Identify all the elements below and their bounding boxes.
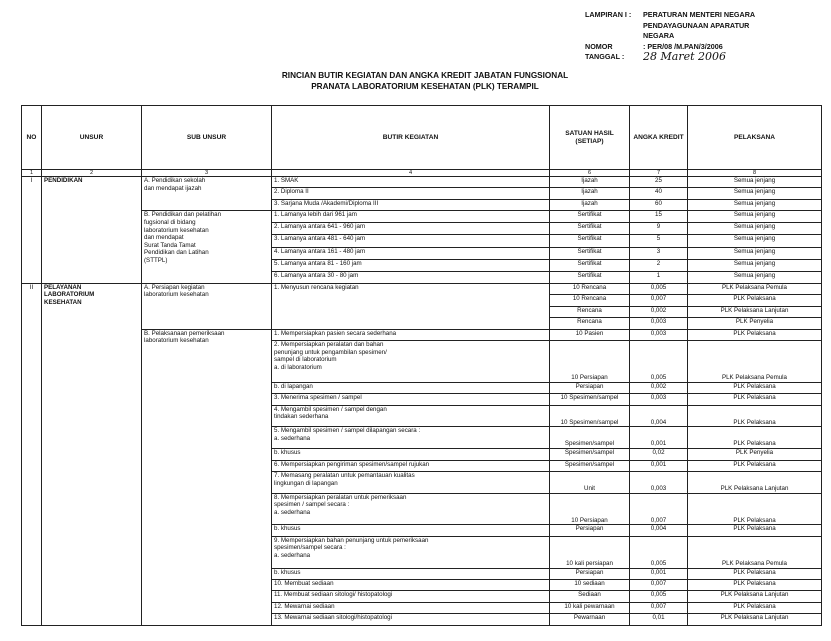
- butir-cell: b. di lapangan: [272, 382, 550, 393]
- butir-cell: 1. SMAK: [272, 177, 550, 188]
- butir-cell: 12. Mewarnai sediaan: [272, 602, 550, 613]
- nomor-label: NOMOR: [585, 41, 613, 51]
- unsur-cell: PELAYANAN LABORATORIUM KESEHATAN: [42, 283, 142, 625]
- butir-cell: 3. Lamanya antara 481 - 640 jam: [272, 235, 550, 247]
- satuan-cell: Persiapan: [550, 568, 630, 579]
- butir-cell: 4. Lamanya antara 161 - 480 jam: [272, 247, 550, 259]
- nomor-value: : PER/08 /M.PAN/3/2006: [643, 41, 723, 51]
- pelaksana-cell: Semua jenjang: [688, 199, 822, 210]
- sub-unsur-cell: A. Persiapan kegiatan laboratorium kesehatan: [142, 283, 272, 329]
- satuan-cell: Rencana: [550, 318, 630, 329]
- pelaksana-cell: PLK Pelaksana: [688, 580, 822, 591]
- pelaksana-cell: PLK Pelaksana: [688, 427, 822, 449]
- angka-cell: 1: [630, 271, 688, 283]
- satuan-cell: 10 Rencana: [550, 295, 630, 306]
- tanggal-label: TANGGAL :: [585, 52, 625, 61]
- butir-cell: 2. Lamanya antara 641 - 960 jam: [272, 223, 550, 235]
- pelaksana-cell: PLK Penyelia: [688, 318, 822, 329]
- pelaksana-cell: PLK Pelaksana Lanjutan: [688, 306, 822, 317]
- row-no: II: [22, 283, 42, 625]
- kegiatan-table: [21, 105, 822, 626]
- angka-cell: 0,001: [630, 427, 688, 449]
- butir-cell: 5. Mengambil spesimen / sampel dilapangan secara : a. sederhana: [272, 427, 550, 449]
- angka-cell: 0,02: [630, 449, 688, 460]
- pelaksana-cell: PLK Pelaksana: [688, 394, 822, 405]
- header-butir: BUTIR KEGIATAN: [272, 106, 550, 170]
- header-sub-unsur: SUB UNSUR: [142, 106, 272, 170]
- satuan-cell: 10 Persiapan: [550, 493, 630, 525]
- satuan-cell: 10 Rencana: [550, 283, 630, 294]
- satuan-cell: Sertifikat: [550, 211, 630, 223]
- pelaksana-cell: Semua jenjang: [688, 211, 822, 223]
- angka-cell: 0,003: [630, 318, 688, 329]
- satuan-cell: Sertifikat: [550, 271, 630, 283]
- tanggal-value: 28 Maret 2006: [643, 50, 726, 63]
- pelaksana-cell: PLK Pelaksana Lanjutan: [688, 471, 822, 493]
- angka-cell: 0,005: [630, 536, 688, 568]
- header-no: NO: [22, 106, 42, 170]
- butir-cell: 5. Lamanya antara 81 - 160 jam: [272, 259, 550, 271]
- col-num: 8: [688, 170, 822, 177]
- angka-cell: 0,005: [630, 591, 688, 602]
- pelaksana-cell: PLK Pelaksana: [688, 602, 822, 613]
- pelaksana-cell: PLK Pelaksana: [688, 568, 822, 579]
- pelaksana-cell: PLK Pelaksana Lanjutan: [688, 614, 822, 626]
- satuan-cell: 10 Spesimen/sampel: [550, 394, 630, 405]
- angka-cell: 0,004: [630, 405, 688, 427]
- header-row: [22, 106, 822, 170]
- pelaksana-cell: PLK Pelaksana: [688, 493, 822, 525]
- angka-cell: 2: [630, 259, 688, 271]
- angka-cell: 60: [630, 199, 688, 210]
- satuan-cell: Persiapan: [550, 382, 630, 393]
- butir-cell: 3. Sarjana Muda /Akademi/Diploma III: [272, 199, 550, 210]
- butir-cell: 10. Membuat sediaan: [272, 580, 550, 591]
- pelaksana-cell: PLK Pelaksana Pemula: [688, 341, 822, 383]
- butir-cell: 1. Mempersiapkan pasien secara sederhana: [272, 329, 550, 340]
- header-satuan: SATUAN HASIL (SETIAP): [550, 106, 630, 170]
- angka-cell: 0,007: [630, 580, 688, 591]
- butir-cell: b. khusus: [272, 449, 550, 460]
- pelaksana-cell: PLK Pelaksana Lanjutan: [688, 591, 822, 602]
- title-line-2: PRANATA LABORATORIUM KESEHATAN (PLK) TERAMPIL: [311, 82, 539, 91]
- lampiran-label: LAMPIRAN I :: [585, 10, 632, 19]
- butir-cell: 6. Lamanya antara 30 - 80 jam: [272, 271, 550, 283]
- sub-unsur-cell: B. Pendidikan dan pelatihan fugsional di bidang laboratorium kesehatan dan mendapat Surat Tanda Tamat Pendidikan dan Latihan (STTPL): [142, 211, 272, 283]
- pelaksana-cell: Semua jenjang: [688, 259, 822, 271]
- column-number-row: [22, 170, 822, 177]
- satuan-cell: 10 kali persiapan: [550, 536, 630, 568]
- angka-cell: 0,003: [630, 329, 688, 340]
- satuan-cell: Spesimen/sampel: [550, 460, 630, 471]
- satuan-cell: Ijazah: [550, 177, 630, 188]
- pelaksana-cell: PLK Pelaksana: [688, 329, 822, 340]
- butir-cell: 2. Diploma II: [272, 188, 550, 199]
- header-unsur: UNSUR: [42, 106, 142, 170]
- angka-cell: 0,01: [630, 614, 688, 626]
- butir-cell: 3. Menerima spesimen / sampel: [272, 394, 550, 405]
- table-row: [22, 329, 822, 340]
- satuan-cell: 10 Spesimen/sampel: [550, 405, 630, 427]
- pelaksana-cell: PLK Pelaksana: [688, 405, 822, 427]
- satuan-cell: Sertifikat: [550, 223, 630, 235]
- header-angka: ANGKA KREDIT: [630, 106, 688, 170]
- pelaksana-cell: PLK Pelaksana: [688, 525, 822, 536]
- butir-cell: 11. Membuat sediaan sitologi/ histopatologi: [272, 591, 550, 602]
- sub-unsur-cell: B. Pelaksanaan pemeriksaan laboratorium kesehatan: [142, 329, 272, 625]
- pelaksana-cell: PLK Pelaksana Pemula: [688, 536, 822, 568]
- angka-cell: 25: [630, 177, 688, 188]
- angka-cell: 3: [630, 247, 688, 259]
- pelaksana-cell: PLK Pelaksana: [688, 295, 822, 306]
- satuan-cell: Sertifikat: [550, 247, 630, 259]
- sub-unsur-cell: A. Pendidikan sekolah dan mendapat ijazah: [142, 177, 272, 211]
- table-row: [22, 177, 822, 188]
- angka-cell: 5: [630, 235, 688, 247]
- table-row: [22, 283, 822, 294]
- satuan-cell: Spesimen/sampel: [550, 449, 630, 460]
- butir-cell: 4. Mengambil spesimen / sampel dengan tindakan sederhana: [272, 405, 550, 427]
- butir-cell: b. khusus: [272, 568, 550, 579]
- lampiran-line: PERATURAN MENTERI NEGARA: [643, 10, 756, 19]
- pelaksana-cell: PLK Pelaksana Pemula: [688, 283, 822, 294]
- butir-cell: 1. Lamanya lebih dari 961 jam: [272, 211, 550, 223]
- satuan-cell: Spesimen/sampel: [550, 427, 630, 449]
- lampiran-line: NEGARA: [643, 31, 675, 40]
- angka-cell: 15: [630, 211, 688, 223]
- pelaksana-cell: PLK Pelaksana: [688, 460, 822, 471]
- satuan-cell: Persiapan: [550, 525, 630, 536]
- butir-cell: 9. Mempersiapkan bahan penunjang untuk pemeriksaan spesimen/sampel secara : a. sederhana: [272, 536, 550, 568]
- pelaksana-cell: Semua jenjang: [688, 188, 822, 199]
- angka-cell: 0,002: [630, 306, 688, 317]
- butir-cell: 8. Mempersiapkan peralatan untuk pemeriksaan spesimen / sampel secara : a. sederhana: [272, 493, 550, 525]
- angka-cell: 40: [630, 188, 688, 199]
- col-num: 4: [272, 170, 550, 177]
- satuan-cell: Rencana: [550, 306, 630, 317]
- satuan-cell: 10 Pasien: [550, 329, 630, 340]
- pelaksana-cell: Semua jenjang: [688, 177, 822, 188]
- document-title: [245, 70, 605, 92]
- butir-cell: 6. Mempersiapkan pengiriman spesimen/sampel rujukan: [272, 460, 550, 471]
- unsur-cell: PENDIDIKAN: [42, 177, 142, 284]
- angka-cell: 0,003: [630, 394, 688, 405]
- angka-cell: 0,007: [630, 493, 688, 525]
- satuan-cell: Unit: [550, 471, 630, 493]
- satuan-cell: Sertifikat: [550, 259, 630, 271]
- table-row: [22, 211, 822, 223]
- pelaksana-cell: Semua jenjang: [688, 271, 822, 283]
- row-no: I: [22, 177, 42, 284]
- col-num: 1: [22, 170, 42, 177]
- butir-cell: 7. Memasang peralatan untuk pemantauan kualitas lingkungan di lapangan: [272, 471, 550, 493]
- satuan-cell: 10 kali pewarnaan: [550, 602, 630, 613]
- angka-cell: 0,002: [630, 382, 688, 393]
- pelaksana-cell: Semua jenjang: [688, 223, 822, 235]
- pelaksana-cell: Semua jenjang: [688, 247, 822, 259]
- angka-cell: 0,007: [630, 295, 688, 306]
- angka-cell: 0,004: [630, 525, 688, 536]
- lampiran-line: PENDAYAGUNAAN APARATUR: [643, 20, 750, 30]
- title-line-1: RINCIAN BUTIR KEGIATAN DAN ANGKA KREDIT JABATAN FUNGSIONAL: [281, 71, 569, 80]
- butir-cell: b. khusus: [272, 525, 550, 536]
- angka-cell: 0,001: [630, 568, 688, 579]
- butir-cell: 13. Mewarnai sediaan sitologi/histopatologi: [272, 614, 550, 626]
- satuan-cell: Ijazah: [550, 199, 630, 210]
- satuan-cell: Sertifikat: [550, 235, 630, 247]
- butir-cell: 1. Menyusun rencana kegiatan: [272, 283, 550, 329]
- col-num: 2: [42, 170, 142, 177]
- satuan-cell: 10 Persiapan: [550, 341, 630, 383]
- angka-cell: 0,003: [630, 471, 688, 493]
- satuan-cell: Pewarnaan: [550, 614, 630, 626]
- angka-cell: 0,005: [630, 341, 688, 383]
- angka-cell: 0,001: [630, 460, 688, 471]
- col-num: 3: [142, 170, 272, 177]
- angka-cell: 0,005: [630, 283, 688, 294]
- header-pelaksana: PELAKSANA: [688, 106, 822, 170]
- pelaksana-cell: PLK Penyelia: [688, 449, 822, 460]
- butir-cell: 2. Mempersiapkan peralatan dan bahan penunjang untuk pengambilan spesimen/ sampel di laboratorium a. di laboratorium: [272, 341, 550, 383]
- pelaksana-cell: PLK Pelaksana: [688, 382, 822, 393]
- col-num: 6: [550, 170, 630, 177]
- pelaksana-cell: Semua jenjang: [688, 235, 822, 247]
- angka-cell: 0,007: [630, 602, 688, 613]
- col-num: 7: [630, 170, 688, 177]
- satuan-cell: 10 sediaan: [550, 580, 630, 591]
- satuan-cell: Ijazah: [550, 188, 630, 199]
- satuan-cell: Sediaan: [550, 591, 630, 602]
- lampiran-block: [585, 10, 755, 63]
- angka-cell: 9: [630, 223, 688, 235]
